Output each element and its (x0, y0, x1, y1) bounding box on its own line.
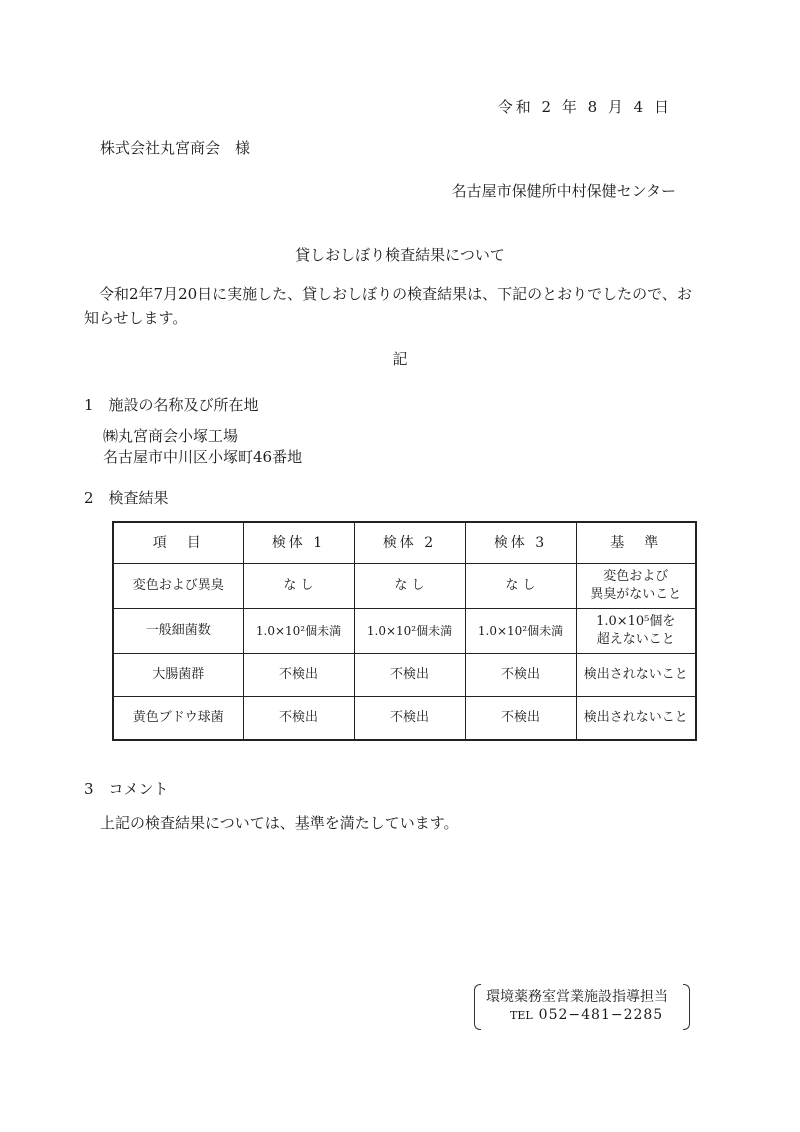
table-row (113, 654, 696, 697)
table-row (113, 609, 696, 654)
row-item: 黄色ブドウ球菌 (113, 697, 243, 741)
sample-2-value: な し (354, 564, 465, 609)
table-row (113, 697, 696, 741)
contact-department: 環境薬務室営業施設指導担当 (486, 989, 668, 1005)
bracket-right (683, 984, 690, 1030)
table-header-row (113, 522, 696, 564)
body-line-2: 知らせします。 (84, 309, 188, 327)
section2-heading: 2 検査結果 (84, 489, 169, 507)
section1-heading: 1 施設の名称及び所在地 (84, 396, 259, 414)
standard-value (576, 609, 696, 654)
header-standard: 基 準 (576, 522, 696, 564)
sample-3-value: 不検出 (465, 654, 576, 697)
header-item: 項 目 (113, 522, 243, 564)
section3-heading: 3 コメント (84, 780, 169, 798)
standard-line-1: 変色および (603, 569, 669, 584)
sample-2-value: 1.0×10²個未満 (354, 609, 465, 654)
tel-label: TEL (510, 1009, 533, 1022)
header-sample-1: 検体 1 (243, 522, 354, 564)
standard-value: 検出されないこと (576, 697, 696, 741)
header-sample-2: 検体 2 (354, 522, 465, 564)
standard-value: 検出されないこと (576, 654, 696, 697)
sample-1-value: 不検出 (243, 697, 354, 741)
sample-3-value: 不検出 (465, 697, 576, 741)
document-date: 令和 2 年 8 月 4 日 (497, 98, 672, 116)
sample-1-value: 1.0×10²個未満 (243, 609, 354, 654)
table-row (113, 564, 696, 609)
sample-3-value: な し (465, 564, 576, 609)
body-line-1: 令和2年7月20日に実施した、貸しおしぼりの検査結果は、下記のとおりでしたので、お (99, 285, 692, 303)
sample-2-value: 不検出 (354, 697, 465, 741)
standard-value (576, 564, 696, 609)
standard-line-2: 異臭がないこと (590, 587, 682, 602)
sample-2-value: 不検出 (354, 654, 465, 697)
bracket-left (474, 984, 481, 1030)
sample-1-value: 不検出 (243, 654, 354, 697)
standard-line-1: 1.0×10⁵個を (596, 614, 676, 629)
recipient: 株式会社丸宮商会 様 (100, 139, 251, 157)
tel-number: 052−481−2285 (538, 1007, 664, 1023)
comment-text: 上記の検査結果については、基準を満たしています。 (100, 814, 459, 832)
ki-mark: 記 (392, 350, 408, 368)
row-item: 変色および異臭 (113, 564, 243, 609)
row-item: 一般細菌数 (113, 609, 243, 654)
body-text (84, 282, 704, 330)
sample-3-value: 1.0×10²個未満 (465, 609, 576, 654)
facility-address: 名古屋市中川区小塚町46番地 (103, 448, 303, 466)
row-item: 大腸菌群 (113, 654, 243, 697)
contact-box (474, 984, 690, 1028)
sample-1-value: な し (243, 564, 354, 609)
facility-name: ㈱丸宮商会小塚工場 (103, 427, 239, 445)
contact-phone (510, 1007, 663, 1023)
document-title: 貸しおしぼり検査結果について (295, 246, 505, 264)
header-sample-3: 検体 3 (465, 522, 576, 564)
standard-line-2: 超えないこと (596, 632, 675, 647)
sender: 名古屋市保健所中村保健センター (451, 182, 676, 200)
results-table (112, 521, 697, 741)
